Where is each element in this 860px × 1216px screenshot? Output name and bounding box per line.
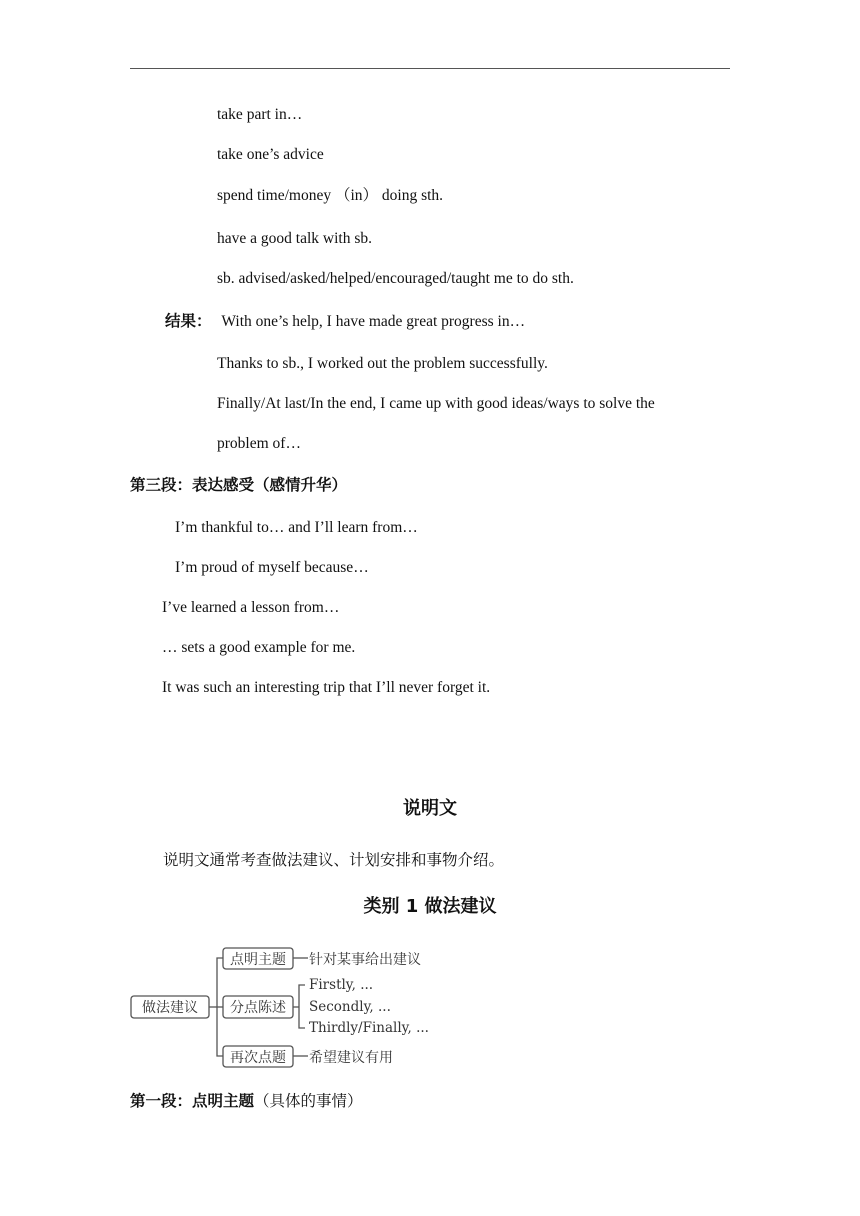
root-label: 做法建议: [142, 1000, 198, 1016]
category-title: 类别 1 做法建议: [363, 896, 497, 917]
para3-line: … sets a good example for me.: [162, 639, 356, 656]
para3-line: It was such an interesting trip that I’ll never forget it.: [162, 679, 491, 696]
para3-line: I’m thankful to… and I’ll learn from…: [175, 519, 418, 536]
branch-label: 再次点题: [230, 1050, 286, 1066]
branch-item: Secondly, ...: [309, 999, 391, 1015]
branch-item: Firstly, ...: [309, 977, 374, 993]
section-title: 说明文: [403, 798, 457, 819]
phrase-line: spend time/money （in） doing sth.: [217, 187, 444, 204]
result-line: Finally/At last/In the end, I came up with good ideas/ways to solve the: [217, 395, 655, 412]
para1-heading-rest: （具体的事情）: [254, 1092, 363, 1110]
header-rule: [130, 68, 730, 69]
result-line: Thanks to sb., I worked out the problem successfully.: [217, 355, 548, 372]
result-line: [165, 311, 525, 332]
phrase-line: take part in…: [217, 106, 303, 123]
phrase-line: have a good talk with sb.: [217, 230, 372, 247]
branch-item: Thirdly/Finally, ...: [309, 1020, 429, 1036]
structure-diagram: [125, 940, 455, 1075]
branch-note: 针对某事给出建议: [309, 952, 421, 968]
result-first: With one’s help, I have made great progress in…: [221, 313, 526, 330]
para3-heading: 第三段：表达感受（感情升华）: [130, 476, 348, 494]
section-intro: 说明文通常考查做法建议、计划安排和事物介绍。: [163, 851, 505, 869]
phrase-line: take one’s advice: [217, 146, 324, 163]
branch-label: 分点陈述: [230, 1000, 286, 1016]
para1-heading: [130, 1091, 363, 1111]
phrase-line: sb. advised/asked/helped/encouraged/taught me to do sth.: [217, 270, 574, 287]
para3-line: I’m proud of myself because…: [175, 559, 369, 576]
sub-bracket: [299, 985, 305, 1028]
result-line: problem of…: [217, 435, 301, 452]
branch-note: 希望建议有用: [309, 1050, 393, 1066]
branch-label: 点明主题: [230, 952, 286, 968]
result-label: 结果：: [165, 312, 212, 330]
para1-heading-bold: 第一段：点明主题: [130, 1092, 255, 1110]
para3-line: I’ve learned a lesson from…: [162, 599, 340, 616]
